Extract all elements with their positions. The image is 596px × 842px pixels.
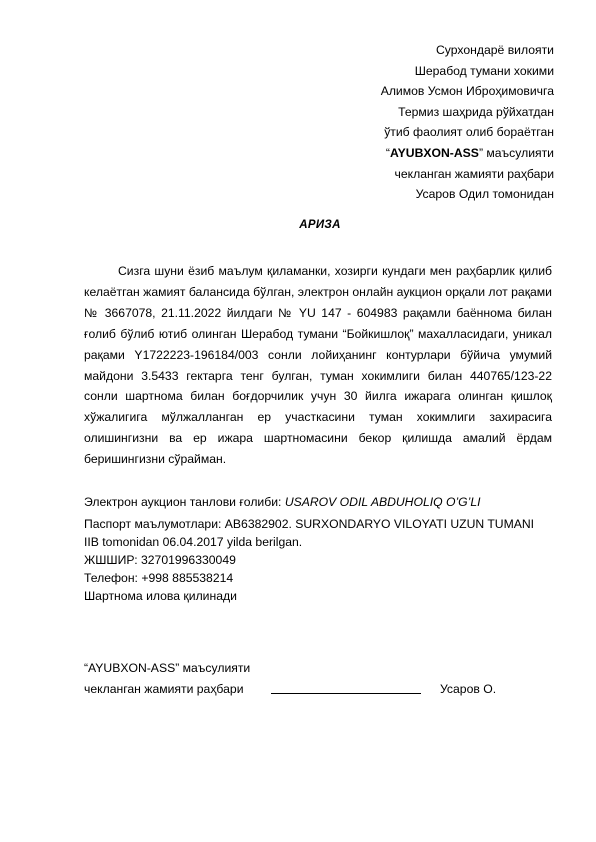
winner-line: [84, 493, 554, 511]
winner-info-block: [84, 493, 554, 605]
addressee-block: [381, 40, 554, 205]
passport-line-continued: IIB tomonidan 06.04.2017 yilda berilgan.: [84, 535, 303, 549]
signature-block: [84, 658, 564, 700]
signature-row: [84, 679, 564, 700]
addressee-line: Алимов Усмон Иброҳимовичга: [380, 84, 554, 99]
open-quote: “: [385, 145, 390, 160]
addressee-line: ўтиб фаолият олиб бораётган: [384, 125, 554, 140]
winner-label: Электрон аукцион танлови ғолиби:: [84, 495, 285, 509]
addressee-line: Шерабод тумани хокими: [414, 63, 554, 78]
addressee-line: чекланган жамияти раҳбари: [394, 166, 554, 181]
company-name: AYUBXON-ASS: [389, 145, 479, 160]
close-quote: ”: [478, 145, 483, 160]
signature-company-line: “AYUBXON-ASS” маъсулияти: [84, 661, 251, 675]
application-body: Сизга шуни ёзиб маълум қиламанки, хозирги кундаги мен раҳбарлик қилиб келаётган жамият балансида бўлган, электрон онлайн аукцион орқали лот рақами № 3667078, 21.11.2022 йилдаги № YU 147 - 604983 рақамли баённома билан ғолиб бўлиб ютиб олинган Шерабод тумани “Бойкишлоқ” махалласидаги, уникал рақами Y1722223-196184/003 сонли лойиҳанинг контурлари бўйича умумий майдони 3.5433 гектарга тенг булган, туман хокимлиги билан 440765/123-22 сонли шартнома билан боғдорчилик учун 30 йилга ижарага олинган қишлоқ хўжалигига мўлжалланган ер участкасини туман хокимлиги захирасига олишингизни ва ер ижара шартномасини бекор қилишда амалий ёрдам беришингизни сўрайман.: [84, 264, 552, 467]
phone-line: Телефон: +998 885538214: [84, 571, 234, 585]
document-title: АРИЗА: [299, 219, 341, 231]
signer-name: Усаров О.: [440, 682, 497, 696]
addressee-line: Усаров Одил томонидан: [415, 187, 554, 202]
signature-position: чекланган жамияти раҳбари: [84, 682, 244, 696]
addressee-line: Сурхондарё вилояти: [436, 43, 554, 57]
addressee-company-line: [381, 143, 554, 164]
passport-line: Паспорт маълумотлари: АВ6382902. SURXONDARYO VILOYATI UZUN TUMANI: [84, 517, 535, 531]
winner-name: USAROV ODIL ABDUHOLIQ O’G’LI: [284, 495, 481, 509]
addressee-line: Термиз шаҳрида рўйхатдан: [398, 104, 554, 119]
signature-line: [271, 693, 421, 694]
addressee-line: маъсулияти: [486, 145, 554, 160]
jshshir-line: ЖШШИР: 32701996330049: [84, 553, 236, 567]
attachment-line: Шартнома илова қилинади: [84, 589, 237, 603]
